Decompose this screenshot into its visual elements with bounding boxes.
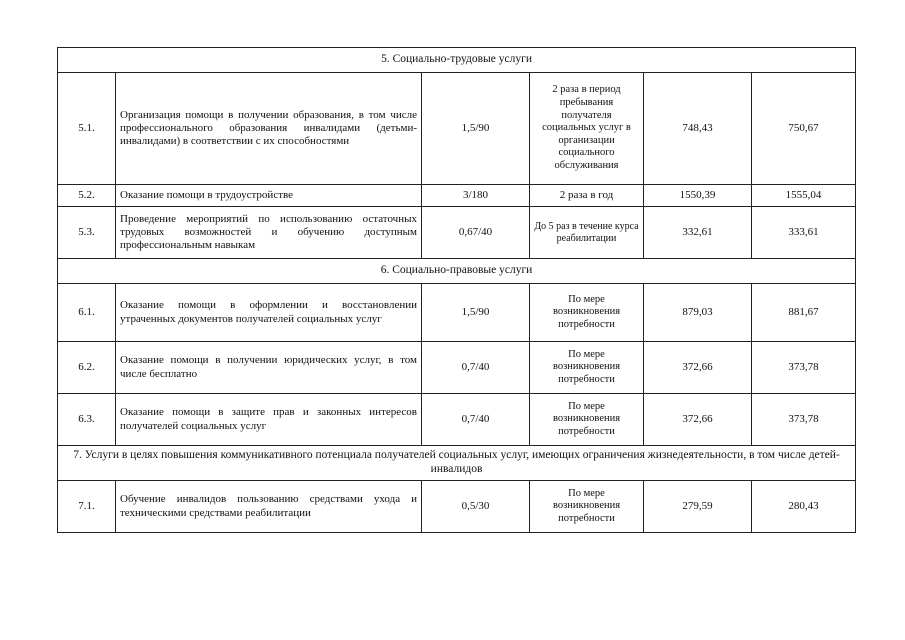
price-1: 372,66 <box>644 394 752 446</box>
row-number: 6.3. <box>58 394 116 446</box>
service-name: Проведение мероприятий по использованию остаточных трудовых возможностей и обучению доступным профессиональным навыкам <box>116 207 422 259</box>
service-name: Оказание помощи в защите прав и законных интересов получателей социальных услуг <box>116 394 422 446</box>
service-norm: 0,7/40 <box>422 394 530 446</box>
price-2: 1555,04 <box>752 185 856 207</box>
price-2: 333,61 <box>752 207 856 259</box>
service-norm: 0,5/30 <box>422 481 530 533</box>
service-frequency: По мере возникновения потребности <box>530 284 644 342</box>
row-number: 7.1. <box>58 481 116 533</box>
price-1: 879,03 <box>644 284 752 342</box>
service-norm: 1,5/90 <box>422 284 530 342</box>
row-number: 5.1. <box>58 73 116 185</box>
table-row <box>58 284 856 342</box>
table-row <box>58 394 856 446</box>
table-row <box>58 342 856 394</box>
row-number: 6.1. <box>58 284 116 342</box>
service-name: Оказание помощи в оформлении и восстановлении утраченных документов получателей социальных услуг <box>116 284 422 342</box>
table-row <box>58 207 856 259</box>
row-number: 5.3. <box>58 207 116 259</box>
row-number: 6.2. <box>58 342 116 394</box>
price-1: 748,43 <box>644 73 752 185</box>
price-2: 750,67 <box>752 73 856 185</box>
row-number: 5.2. <box>58 185 116 207</box>
section-row <box>58 48 856 73</box>
service-frequency: 2 раза в период пребывания получателя социальных услуг в организации социального обслуживания <box>530 73 644 185</box>
service-norm: 3/180 <box>422 185 530 207</box>
service-norm: 0,67/40 <box>422 207 530 259</box>
table-row <box>58 481 856 533</box>
section-title: 6. Социально-правовые услуги <box>58 259 856 284</box>
price-2: 373,78 <box>752 394 856 446</box>
service-frequency: До 5 раз в течение курса реабилитации <box>530 207 644 259</box>
service-name: Обучение инвалидов пользованию средствами ухода и техническими средствами реабилитации <box>116 481 422 533</box>
price-2: 280,43 <box>752 481 856 533</box>
price-1: 332,61 <box>644 207 752 259</box>
service-frequency: 2 раза в год <box>530 185 644 207</box>
price-2: 373,78 <box>752 342 856 394</box>
section-title: 7. Услуги в целях повышения коммуникативного потенциала получателей социальных услуг, имеющих ограничения жизнедеятельности, в том числе детей-инвалидов <box>58 446 856 481</box>
service-name: Организация помощи в получении образования, в том числе профессионального образования инвалидами (детьми-инвалидами) в соответствии с их способностями <box>116 73 422 185</box>
price-2: 881,67 <box>752 284 856 342</box>
service-norm: 0,7/40 <box>422 342 530 394</box>
table-row <box>58 73 856 185</box>
section-row <box>58 446 856 481</box>
service-name: Оказание помощи в трудоустройстве <box>116 185 422 207</box>
section-row <box>58 259 856 284</box>
section-title: 5. Социально-трудовые услуги <box>58 48 856 73</box>
price-1: 1550,39 <box>644 185 752 207</box>
service-name: Оказание помощи в получении юридических услуг, в том числе бесплатно <box>116 342 422 394</box>
price-1: 372,66 <box>644 342 752 394</box>
service-frequency: По мере возникновения потребности <box>530 481 644 533</box>
service-frequency: По мере возникновения потребности <box>530 394 644 446</box>
service-frequency: По мере возникновения потребности <box>530 342 644 394</box>
table-row <box>58 185 856 207</box>
price-1: 279,59 <box>644 481 752 533</box>
service-norm: 1,5/90 <box>422 73 530 185</box>
services-table <box>57 47 856 533</box>
